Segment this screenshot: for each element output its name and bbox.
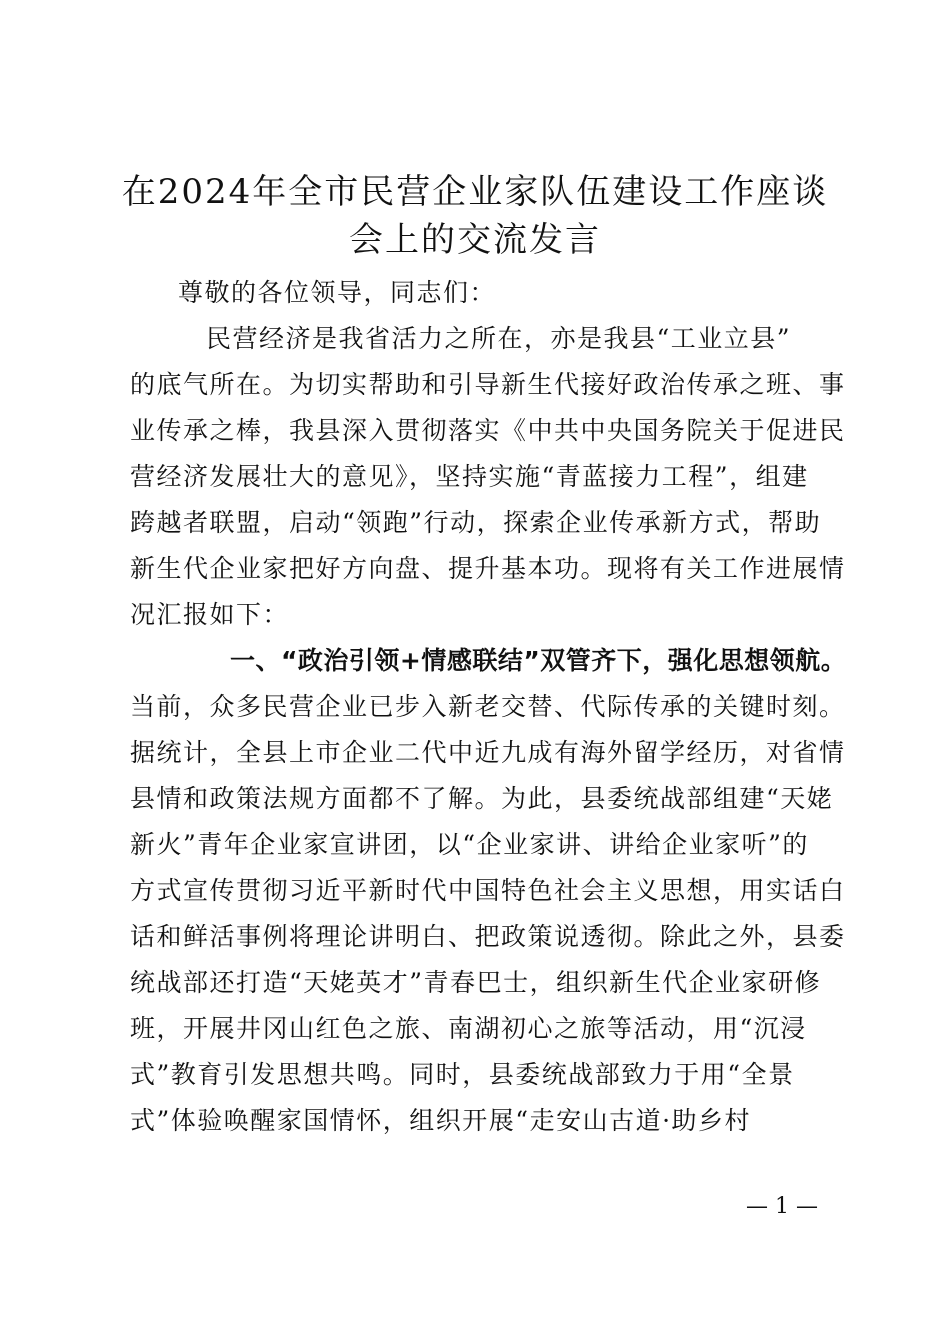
- greeting: 尊敬的各位领导，同志们：: [178, 278, 497, 307]
- paragraph-line: 的底气所在。为切实帮助和引导新生代接好政治传承之班、事: [130, 370, 846, 399]
- paragraph-line: 据统计，全县上市企业二代中近九成有海外留学经历，对省情: [130, 738, 846, 767]
- paragraph-line: 式”体验唤醒家国情怀，组织开展“走安山古道·助乡村: [130, 1106, 752, 1135]
- paragraph-line: 民营经济是我省活力之所在，亦是我县“工业立县”: [206, 324, 792, 353]
- paragraph-line: 当前，众多民营企业已步入新老交替、代际传承的关键时刻。: [130, 692, 846, 721]
- paragraph-line: 况汇报如下：: [130, 600, 290, 629]
- section-heading: 一、“政治引领+情感联结”双管齐下，强化思想领航。: [230, 646, 847, 675]
- page-number: — 1 —: [746, 1194, 818, 1219]
- paragraph-line: 班，开展井冈山红色之旅、南湖初心之旅等活动，用“沉浸: [130, 1014, 807, 1043]
- paragraph-line: 跨越者联盟，启动“领跑”行动，探索企业传承新方式，帮助: [130, 508, 822, 537]
- paragraph-line: 统战部还打造“天姥英才”青春巴士，组织新生代企业家研修: [130, 968, 822, 997]
- paragraph-line: 新火”青年企业家宣讲团，以“企业家讲、讲给企业家听”的: [130, 830, 809, 859]
- paragraph-line: 话和鲜活事例将理论讲明白、把政策说透彻。除此之外，县委: [130, 922, 846, 951]
- paragraph-line: 方式宣传贯彻习近平新时代中国特色社会主义思想，用实话白: [130, 876, 846, 905]
- document-title-line-1: 在2024年全市民营企业家队伍建设工作座谈: [121, 172, 829, 212]
- paragraph-line: 新生代企业家把好方向盘、提升基本功。现将有关工作进展情: [130, 554, 846, 583]
- paragraph-line: 业传承之棒，我县深入贯彻落实《中共中央国务院关于促进民: [130, 416, 846, 445]
- paragraph-line: 营经济发展壮大的意见》，坚持实施“青蓝接力工程”，组建: [130, 462, 809, 491]
- paragraph-line: 县情和政策法规方面都不了解。为此，县委统战部组建“天姥: [130, 784, 834, 813]
- paragraph-line: 式”教育引发思想共鸣。同时，县委统战部致力于用“全景: [130, 1060, 795, 1089]
- document-title-line-2: 会上的交流发言: [349, 220, 601, 260]
